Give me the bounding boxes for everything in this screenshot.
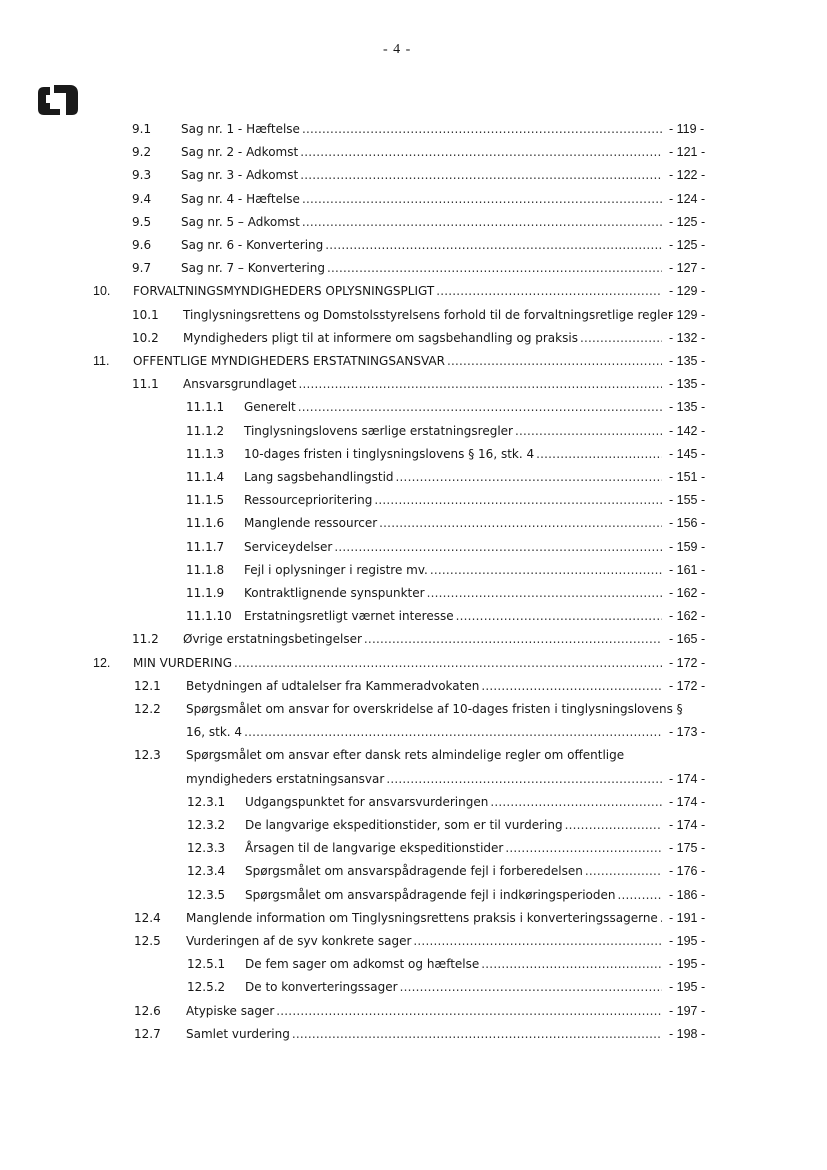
toc-entry-page: - 135 - [669, 400, 706, 415]
dot-leader [234, 653, 662, 673]
toc-entry-title: Samlet vurdering [186, 1026, 290, 1041]
toc-entry[interactable] [0, 815, 827, 835]
dot-leader [292, 1024, 662, 1044]
toc-entry-title: Myndigheders pligt til at informere om sagsbehandling og praksis [183, 330, 578, 345]
toc-entry-number: 12.1 [134, 678, 161, 693]
toc-entry[interactable] [0, 490, 827, 510]
dot-leader [456, 606, 662, 626]
toc-entry-number: 12.2 [134, 702, 161, 716]
toc-entry-page: - 176 - [669, 864, 706, 879]
toc-entry-title: Atypiske sager [186, 1003, 275, 1018]
toc-entry-number: 11.1.1 [186, 400, 225, 415]
dot-leader [298, 397, 662, 417]
toc-entry-number: 12.3.4 [187, 864, 226, 879]
toc-entry-number: 12. [93, 655, 111, 670]
toc-entry-continuation[interactable] [0, 722, 827, 742]
dot-leader [300, 165, 662, 185]
toc-entry[interactable] [0, 606, 827, 626]
toc-entry-title: Spørgsmålet om ansvar efter dansk rets almindelige regler om offentlige [186, 748, 625, 763]
toc-entry-number: 10.1 [132, 307, 159, 322]
dot-leader [481, 676, 662, 696]
dot-leader [436, 281, 662, 301]
toc-entry-page: - 125 - [669, 214, 706, 229]
toc-entry[interactable] [0, 676, 827, 696]
toc-entry-number: 11. [93, 354, 110, 368]
toc-entry-page: - 195 - [669, 934, 706, 948]
toc-entry-number: 11.1.2 [186, 423, 225, 438]
toc-entry-page: - 198 - [669, 1026, 706, 1041]
toc-entry-page: - 129 - [669, 307, 706, 322]
toc-entry[interactable] [0, 838, 827, 858]
toc-entry-title: Sag nr. 5 – Adkomst [181, 214, 300, 229]
dot-leader [244, 722, 662, 742]
dot-leader [505, 838, 662, 858]
toc-entry[interactable] [0, 1001, 827, 1021]
toc-entry-page: - 161 - [669, 562, 706, 577]
toc-entry-page: - 135 - [669, 377, 706, 392]
toc-entry-title: Tinglysningsrettens og Domstolsstyrelsens forhold til de forvaltningsretlige regler [183, 307, 673, 322]
toc-entry-page: - 173 - [669, 725, 706, 740]
toc-entry-page: - 132 - [669, 330, 706, 345]
toc-entry-title: Ressourceprioritering [244, 493, 373, 508]
toc-entry[interactable] [0, 792, 827, 812]
toc-entry-page: - 145 - [669, 446, 706, 461]
dot-leader [413, 931, 662, 951]
dot-leader [427, 583, 662, 603]
dot-leader [300, 142, 662, 162]
toc-entry-title: Sag nr. 6 - Konvertering [181, 238, 324, 252]
toc-entry-page: - 174 - [669, 794, 706, 809]
toc-entry-page: - 195 - [669, 980, 706, 995]
toc-entry[interactable] [0, 305, 827, 325]
toc-entry-title: Serviceydelser [244, 539, 333, 554]
toc-entry-title: Manglende information om Tinglysningsrettens praksis i konverteringssagerne [186, 910, 658, 925]
toc-entry[interactable] [0, 1024, 827, 1044]
toc-entry-title: FORVALTNINGSMYNDIGHEDERS OPLYSNINGSPLIGT [133, 284, 435, 299]
toc-entry-number: 9.4 [132, 191, 152, 206]
toc-entry[interactable] [0, 885, 827, 905]
toc-entry[interactable] [0, 328, 827, 348]
toc-entry-page: - 191 - [669, 910, 706, 925]
toc-entry-number: 12.4 [134, 910, 161, 925]
toc-entry-number: 9.7 [132, 261, 152, 276]
toc-entry-number: 11.1.3 [186, 446, 225, 461]
toc-entry-title-continued: 16, stk. 4 [186, 725, 243, 740]
toc-entry[interactable] [0, 281, 827, 301]
toc-entry-number: 10. [93, 284, 111, 299]
toc-entry-number: 11.1.10 [186, 609, 232, 624]
toc-entry-number: 9.3 [132, 168, 152, 183]
toc-entry-number: 11.1.9 [186, 586, 225, 600]
toc-entry-page: - 121 - [669, 145, 706, 160]
toc-entry-number: 11.2 [132, 632, 159, 647]
toc-entry-number: 9.2 [132, 145, 152, 160]
toc-entry-page: - 127 - [669, 261, 706, 276]
dot-leader [276, 1001, 662, 1021]
toc-entry-title: Generelt [244, 400, 296, 415]
toc-entry-page: - 162 - [669, 609, 706, 624]
toc-entry-page: - 119 - [669, 122, 705, 136]
toc-entry[interactable] [0, 653, 827, 673]
dot-leader [325, 235, 662, 255]
toc-entry-title: Kontraktlignende synspunkter [244, 586, 425, 600]
toc-entry[interactable] [0, 397, 827, 417]
dot-leader [298, 374, 662, 394]
toc-entry-number: 12.3.3 [187, 841, 226, 856]
toc-entry-page: - 155 - [669, 493, 706, 508]
toc-entry[interactable] [0, 258, 827, 278]
toc-entry-page: - 129 - [669, 284, 706, 299]
toc-entry[interactable] [0, 861, 827, 881]
toc-entry[interactable] [0, 629, 827, 649]
toc-entry-page: - 156 - [669, 516, 706, 531]
dot-leader [447, 351, 662, 371]
toc-entry-page: - 159 - [669, 539, 706, 554]
toc-entry[interactable] [0, 212, 827, 232]
dot-leader [617, 885, 662, 905]
toc-entry[interactable] [0, 583, 827, 603]
toc-entry[interactable] [0, 444, 827, 464]
dot-leader [481, 954, 662, 974]
toc-entry-page: - 135 - [669, 354, 706, 368]
toc-entry-number: 11.1.6 [186, 516, 225, 531]
toc-entry-number: 12.3.2 [187, 818, 226, 832]
toc-entry-title-continued: myndigheders erstatningsansvar [186, 771, 385, 786]
toc-entry-page: - 197 - [669, 1003, 706, 1018]
toc-entry[interactable] [0, 235, 827, 255]
dot-leader [585, 861, 662, 881]
toc-entry-title: De langvarige ekspeditionstider, som er til vurdering [245, 818, 563, 832]
toc-entry-page: - 125 - [669, 238, 706, 252]
toc-entry-number: 11.1 [132, 377, 159, 392]
toc-entry-title: Årsagen til de langvarige ekspeditionstider [245, 841, 504, 856]
toc-entry-title: Spørgsmålet om ansvarspådragende fejl i indkøringsperioden [245, 887, 616, 902]
toc-entry[interactable] [0, 977, 827, 997]
dot-leader [386, 769, 662, 789]
toc-entry-number: 9.6 [132, 238, 152, 252]
toc-entry-page: - 195 - [669, 957, 706, 972]
toc-entry-page: - 174 - [669, 771, 706, 786]
toc-entry-page: - 186 - [669, 887, 706, 902]
toc-entry[interactable] [0, 954, 827, 974]
logo-icon [36, 83, 80, 117]
dot-leader [430, 560, 662, 580]
toc-entry[interactable] [0, 537, 827, 557]
toc-entry-number: 12.6 [134, 1003, 161, 1018]
toc-entry[interactable] [0, 421, 827, 441]
toc-entry-number: 10.2 [132, 330, 159, 345]
toc-entry-title: OFFENTLIGE MYNDIGHEDERS ERSTATNINGSANSVAR [133, 354, 445, 368]
toc-entry-number: 12.5.1 [187, 957, 226, 972]
toc-entry[interactable] [0, 467, 827, 487]
toc-entry-title: Fejl i oplysninger i registre mv. [244, 562, 428, 577]
page-number: - 4 - [383, 42, 412, 57]
dot-leader [490, 792, 662, 812]
toc-entry-number: 11.1.5 [186, 493, 225, 508]
toc-entry-title: 10-dages fristen i tinglysningslovens § 16, stk. 4 [244, 446, 535, 461]
dot-leader [396, 467, 662, 487]
toc-entry-page: - 175 - [669, 841, 706, 856]
toc-entry-number: 12.5.2 [187, 980, 226, 995]
dot-leader [379, 513, 662, 533]
toc-entry[interactable] [0, 560, 827, 580]
toc-entry-number: 11.1.4 [186, 470, 225, 484]
toc-entry-number: 9.1 [132, 122, 152, 136]
toc-entry-title: Sag nr. 1 - Hæftelse [181, 122, 300, 136]
toc-entry[interactable] [0, 189, 827, 209]
dot-leader [327, 258, 662, 278]
dot-leader [302, 212, 662, 232]
toc-entry-page: - 172 - [669, 655, 706, 670]
toc-entry-title: De to konverteringssager [245, 980, 398, 995]
toc-entry-title: MIN VURDERING [133, 655, 232, 670]
toc-entry-title: Spørgsmålet om ansvar for overskridelse af 10-dages fristen i tinglysningslovens § [186, 702, 683, 716]
toc-entry[interactable] [0, 908, 827, 928]
toc-entry-title: Betydningen af udtalelser fra Kammeradvokaten [186, 678, 480, 693]
toc-entry-number: 11.1.8 [186, 562, 225, 577]
dot-leader [580, 328, 662, 348]
dot-leader [536, 444, 662, 464]
toc-entry-title: Manglende ressourcer [244, 516, 378, 531]
dot-leader [364, 629, 662, 649]
toc-entry-number: 12.3.1 [187, 794, 226, 809]
toc-entry-title: Tinglysningslovens særlige erstatningsregler [244, 423, 513, 438]
toc-entry-number: 12.3 [134, 748, 161, 763]
toc-entry-number: 12.5 [134, 934, 161, 948]
toc-entry-number: 9.5 [132, 214, 152, 229]
toc-entry-title: Erstatningsretligt værnet interesse [244, 609, 454, 624]
toc-entry-page: - 142 - [669, 423, 706, 438]
dot-leader [374, 490, 662, 510]
toc-entry-number: 12.7 [134, 1026, 161, 1041]
dot-leader [302, 189, 662, 209]
toc-entry[interactable] [0, 351, 827, 371]
toc-entry-title: Sag nr. 7 – Konvertering [181, 261, 325, 276]
dot-leader [302, 119, 662, 139]
toc-entry[interactable] [0, 699, 827, 719]
toc-entry-title: Vurderingen af de syv konkrete sager [186, 934, 412, 948]
dot-leader [565, 815, 662, 835]
toc-entry-title: De fem sager om adkomst og hæftelse [245, 957, 480, 972]
toc-entry[interactable] [0, 513, 827, 533]
toc-entry-title: Udgangspunktet for ansvarsvurderingen [245, 794, 489, 809]
toc-entry-title: Lang sagsbehandlingstid [244, 470, 394, 484]
toc-entry[interactable] [0, 374, 827, 394]
toc-entry-title: Øvrige erstatningsbetingelser [183, 632, 362, 647]
dot-leader [334, 537, 662, 557]
toc-entry-title: Sag nr. 3 - Adkomst [181, 168, 299, 183]
toc-entry-page: - 124 - [669, 191, 706, 206]
toc-entry-number: 11.1.7 [186, 539, 225, 554]
toc-entry-page: - 122 - [669, 168, 706, 183]
toc-entry-title: Spørgsmålet om ansvarspådragende fejl i forberedelsen [245, 864, 583, 879]
toc-entry-number: 12.3.5 [187, 887, 226, 902]
toc-entry-title: Ansvarsgrundlaget [183, 377, 297, 392]
toc-entry[interactable] [0, 745, 827, 765]
dot-leader [515, 421, 662, 441]
toc-entry-page: - 162 - [669, 586, 706, 600]
toc-entry[interactable] [0, 165, 827, 185]
toc-entry-page: - 151 - [669, 470, 706, 484]
dot-leader [400, 977, 662, 997]
dot-leader [660, 908, 662, 928]
toc-entry-page: - 174 - [669, 818, 706, 832]
toc-entry-page: - 165 - [669, 632, 706, 647]
toc-entry-title: Sag nr. 2 - Adkomst [181, 145, 299, 160]
toc-entry[interactable] [0, 142, 827, 162]
toc-entry[interactable] [0, 931, 827, 951]
toc-entry[interactable] [0, 119, 827, 139]
toc-entry-title: Sag nr. 4 - Hæftelse [181, 191, 300, 206]
toc-entry-page: - 172 - [669, 678, 706, 693]
toc-entry-continuation[interactable] [0, 769, 827, 789]
